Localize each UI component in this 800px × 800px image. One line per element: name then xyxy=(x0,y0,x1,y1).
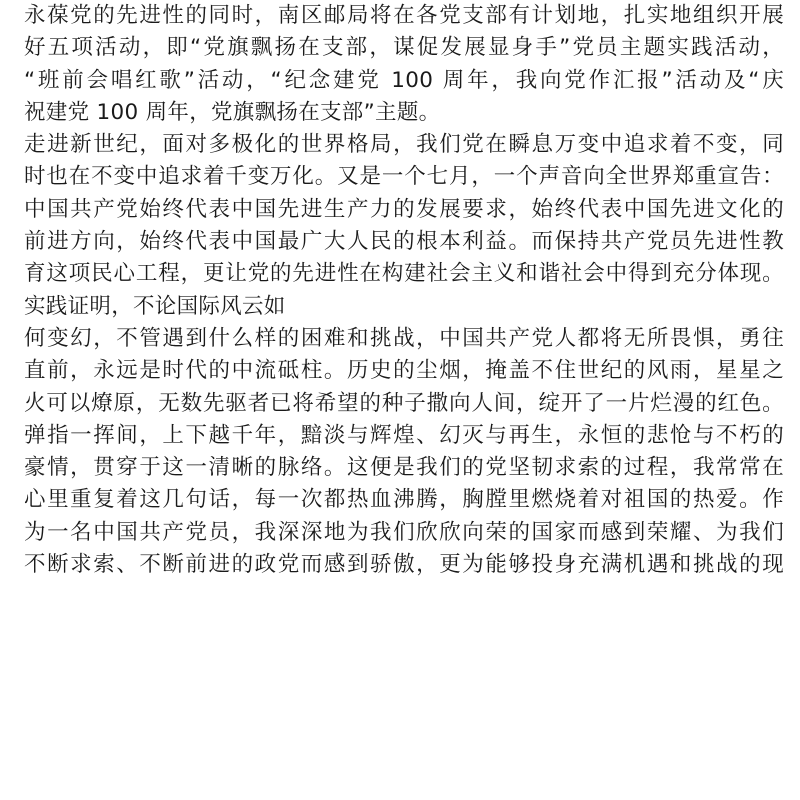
text-line: 火可以燎原，无数先驱者已将希望的种子撒向人间，绽开了一片烂漫的红色。 xyxy=(24,390,784,416)
text-line: 实践证明，不论国际风云如 xyxy=(24,293,286,319)
text-line: 中国共产党始终代表中国先进生产力的发展要求，始终代表中国先进文化的 xyxy=(24,196,784,222)
text-line: 不断求索、不断前进的政党而感到骄傲，更为能够投身充满机遇和挑战的现 xyxy=(24,552,784,578)
text-line: 好五项活动，即“党旗飘扬在支部，谋促发展显身手”党员主题实践活动， xyxy=(24,35,784,61)
text-line: 豪情，贯穿于这一清晰的脉络。这便是我们的党坚韧求索的过程，我常常在 xyxy=(24,455,784,481)
document-body xyxy=(24,0,784,581)
text-line: 走进新世纪，面对多极化的世界格局，我们党在瞬息万变中追求着不变，同 xyxy=(24,132,784,158)
text-line: 为一名中国共产党员，我深深地为我们欣欣向荣的国家而感到荣耀、为我们 xyxy=(24,519,784,545)
text-line: 何变幻，不管遇到什么样的困难和挑战，中国共产党人都将无所畏惧，勇往 xyxy=(24,325,784,351)
text-line: 心里重复着这几句话，每一次都热血沸腾，胸膛里燃烧着对祖国的热爱。作 xyxy=(24,487,784,513)
text-line: 前进方向，始终代表中国最广大人民的根本利益。而保持共产党员先进性教 xyxy=(24,229,784,255)
text-line: 直前，永远是时代的中流砥柱。历史的尘烟，掩盖不住世纪的风雨，星星之 xyxy=(24,358,784,384)
text-line: 祝建党 100 周年，党旗飘扬在支部”主题。 xyxy=(24,99,441,125)
text-line: 时也在不变中追求着千变万化。又是一个七月，一个声音向全世界郑重宣告： xyxy=(24,164,784,190)
text-line: 永葆党的先进性的同时，南区邮局将在各党支部有计划地，扎实地组织开展 xyxy=(24,3,784,28)
text-line: 育这项民心工程，更让党的先进性在构建社会主义和谐社会中得到充分体现。 xyxy=(24,261,784,287)
text-line: 弹指一挥间，上下越千年，黯淡与辉煌、幻灭与再生，永恒的悲怆与不朽的 xyxy=(24,422,784,448)
text-line: “班前会唱红歌”活动，“纪念建党 100 周年，我向党作汇报”活动及“庆 xyxy=(24,67,784,93)
